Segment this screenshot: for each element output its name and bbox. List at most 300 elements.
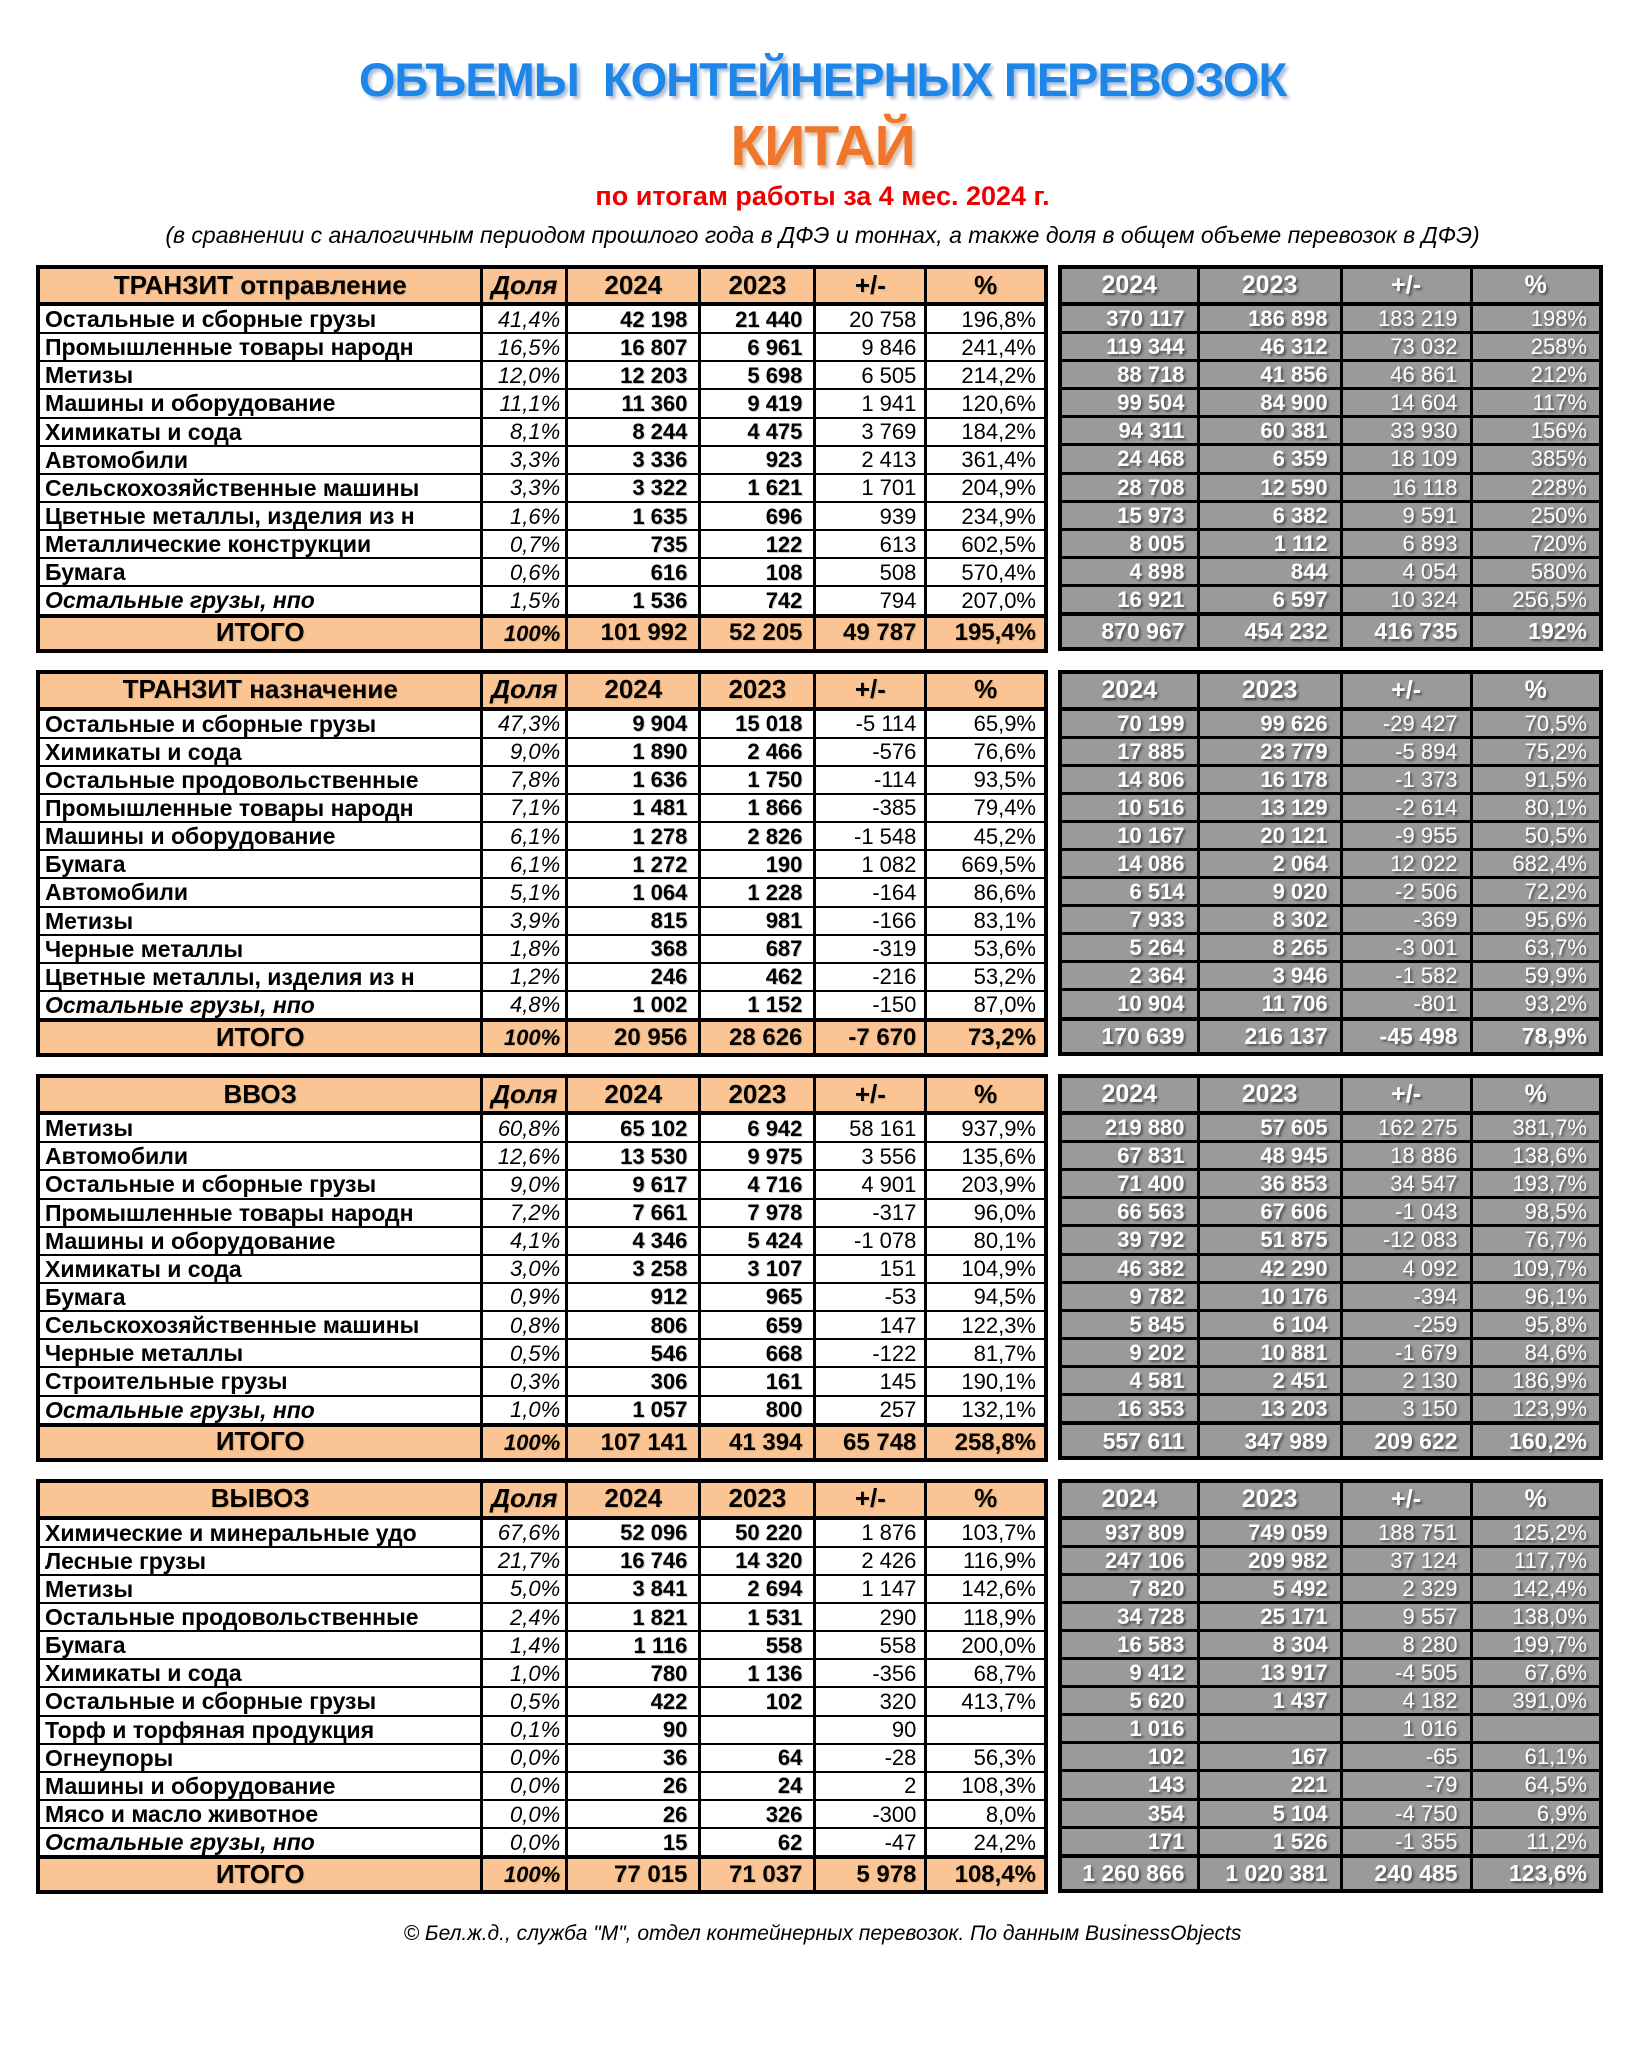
tons-value-cell: 16 118 xyxy=(1341,473,1471,501)
cargo-name-cell: Остальные и сборные грузы xyxy=(38,1687,482,1715)
dfe-value-cell: 306 xyxy=(567,1367,700,1395)
dfe-value-cell: -5 114 xyxy=(815,709,926,738)
table-row xyxy=(38,1659,1046,1687)
tons-value-cell: 70,5% xyxy=(1471,709,1601,738)
dfe-value-cell: 800 xyxy=(700,1396,815,1425)
tons-value-cell: 34 547 xyxy=(1341,1170,1471,1198)
tons-value-cell: 84,6% xyxy=(1471,1338,1601,1366)
dfe-value-cell: 102 xyxy=(700,1687,815,1715)
share-cell: 4,1% xyxy=(482,1227,567,1255)
tons-column-header: +/- xyxy=(1341,267,1471,304)
tons-table-transit-departure xyxy=(1058,265,1603,651)
dfe-value-cell: 570,4% xyxy=(926,558,1046,586)
dfe-value-cell: 939 xyxy=(815,502,926,530)
tons-value-cell: 57 605 xyxy=(1198,1113,1341,1142)
dfe-value-cell: 4 901 xyxy=(815,1170,926,1198)
table-row xyxy=(1060,850,1601,878)
table-row xyxy=(1060,1743,1601,1771)
table-row xyxy=(1060,304,1601,333)
dfe-value-cell: -356 xyxy=(815,1659,926,1687)
dfe-value-cell: 1 481 xyxy=(567,794,700,822)
dfe-total-cell: 101 992 xyxy=(567,616,700,651)
table-row xyxy=(38,1547,1046,1575)
tons-total-cell: 123,6% xyxy=(1471,1856,1601,1891)
dfe-value-cell: 1 636 xyxy=(567,766,700,794)
tons-value-cell: 13 129 xyxy=(1198,793,1341,821)
tons-value-cell: 212% xyxy=(1471,361,1601,389)
cargo-name-cell: Мясо и масло животное xyxy=(38,1800,482,1828)
dfe-value-cell: 616 xyxy=(567,558,700,586)
tons-header-row xyxy=(1060,672,1601,709)
dfe-value-cell: 368 xyxy=(567,935,700,963)
table-row xyxy=(38,766,1046,794)
dfe-value-cell: 5 424 xyxy=(700,1227,815,1255)
table-row xyxy=(1060,361,1601,389)
tons-value-cell: 198% xyxy=(1471,304,1601,333)
tons-total-cell: 170 639 xyxy=(1060,1019,1198,1054)
total-row xyxy=(1060,1019,1601,1054)
dfe-value-cell: -164 xyxy=(815,878,926,906)
tons-value-cell: 250% xyxy=(1471,501,1601,529)
dfe-value-cell: 1 536 xyxy=(567,586,700,615)
total-row xyxy=(1060,614,1601,649)
tons-value-cell: 16 921 xyxy=(1060,585,1198,614)
tons-value-cell: 6 597 xyxy=(1198,585,1341,614)
dfe-value-cell: 965 xyxy=(700,1283,815,1311)
tons-value-cell: 34 728 xyxy=(1060,1602,1198,1630)
dfe-value-cell: 5 698 xyxy=(700,361,815,389)
table-row xyxy=(38,502,1046,530)
share-cell: 1,8% xyxy=(482,935,567,963)
dfe-value-cell: 2 826 xyxy=(700,822,815,850)
total-label-cell: ИТОГО xyxy=(38,1425,482,1460)
dfe-value-cell: 24 xyxy=(700,1772,815,1800)
share-cell: 7,8% xyxy=(482,766,567,794)
share-cell: 1,0% xyxy=(482,1396,567,1425)
dfe-total-cell: 41 394 xyxy=(700,1425,815,1460)
share-cell: 0,0% xyxy=(482,1744,567,1772)
tons-value-cell: 73 032 xyxy=(1341,333,1471,361)
table-row xyxy=(38,1199,1046,1227)
table-row xyxy=(38,1772,1046,1800)
table-row xyxy=(1060,445,1601,473)
dfe-value-cell: 462 xyxy=(700,963,815,991)
tons-value-cell: 6 359 xyxy=(1198,445,1341,473)
dfe-value-cell: 546 xyxy=(567,1339,700,1367)
dfe-column-header-: % xyxy=(926,1481,1046,1518)
cargo-name-cell: Бумага xyxy=(38,850,482,878)
cargo-name-cell: Бумага xyxy=(38,558,482,586)
tons-value-cell: 99 626 xyxy=(1198,709,1341,738)
share-cell: 0,8% xyxy=(482,1311,567,1339)
dfe-value-cell: 142,6% xyxy=(926,1575,1046,1603)
tons-value-cell: -2 614 xyxy=(1341,793,1471,821)
tons-value-cell: 39 792 xyxy=(1060,1226,1198,1254)
tons-value-cell: 15 973 xyxy=(1060,501,1198,529)
tons-value-cell: 16 583 xyxy=(1060,1631,1198,1659)
tons-value-cell: 18 886 xyxy=(1341,1142,1471,1170)
dfe-value-cell: 94,5% xyxy=(926,1283,1046,1311)
tons-value-cell: 50,5% xyxy=(1471,821,1601,849)
tons-header-row xyxy=(1060,1076,1601,1113)
tons-value-cell: 8 302 xyxy=(1198,906,1341,934)
dfe-value-cell: 26 xyxy=(567,1800,700,1828)
dfe-value-cell: 290 xyxy=(815,1603,926,1631)
tons-value-cell: -79 xyxy=(1341,1771,1471,1799)
cargo-name-cell: Остальные грузы, нпо xyxy=(38,991,482,1020)
tons-table-import xyxy=(1058,1074,1603,1460)
share-cell: 9,0% xyxy=(482,738,567,766)
share-cell: 7,2% xyxy=(482,1199,567,1227)
total-share-cell: 100% xyxy=(482,1425,567,1460)
dfe-value-cell: 806 xyxy=(567,1311,700,1339)
tons-value-cell: 11 706 xyxy=(1198,990,1341,1019)
tons-value-cell: 60 381 xyxy=(1198,417,1341,445)
dfe-value-cell: 200,0% xyxy=(926,1631,1046,1659)
cargo-name-cell: Бумага xyxy=(38,1631,482,1659)
tons-total-cell: 1 020 381 xyxy=(1198,1856,1341,1891)
dfe-value-cell: 15 xyxy=(567,1828,700,1857)
table-row xyxy=(1060,1226,1601,1254)
tons-value-cell: 2 064 xyxy=(1198,850,1341,878)
table-row xyxy=(38,850,1046,878)
dfe-value-cell: 3 336 xyxy=(567,446,700,474)
tons-value-cell: 6 104 xyxy=(1198,1310,1341,1338)
table-title: ВВОЗ xyxy=(38,1076,482,1113)
dfe-value-cell: 6 942 xyxy=(700,1113,815,1142)
cargo-name-cell: Остальные и сборные грузы xyxy=(38,304,482,333)
tons-value-cell: 682,4% xyxy=(1471,850,1601,878)
tons-value-cell: 9 782 xyxy=(1060,1282,1198,1310)
dfe-value-cell: 93,5% xyxy=(926,766,1046,794)
tons-value-cell: 1 112 xyxy=(1198,529,1341,557)
tons-value-cell: 1 526 xyxy=(1198,1827,1341,1856)
share-cell: 0,0% xyxy=(482,1772,567,1800)
dfe-value-cell: -1 078 xyxy=(815,1227,926,1255)
cargo-name-cell: Остальные продовольственные xyxy=(38,766,482,794)
tons-value-cell: 61,1% xyxy=(1471,1743,1601,1771)
dfe-value-cell: 794 xyxy=(815,586,926,615)
total-share-cell: 100% xyxy=(482,1020,567,1055)
share-cell: 3,3% xyxy=(482,474,567,502)
share-column-header: Доля xyxy=(482,267,567,304)
share-cell: 11,1% xyxy=(482,389,567,417)
cargo-name-cell: Химикаты и сода xyxy=(38,738,482,766)
tons-total-cell: 416 735 xyxy=(1341,614,1471,649)
dfe-value-cell: 6 505 xyxy=(815,361,926,389)
tons-value-cell: 123,9% xyxy=(1471,1395,1601,1424)
dfe-value-cell: -53 xyxy=(815,1283,926,1311)
period-subtitle: по итогам работы за 4 мес. 2024 г. xyxy=(595,181,1050,211)
dfe-value-cell: -317 xyxy=(815,1199,926,1227)
dfe-table-export xyxy=(36,1479,1048,1895)
tons-value-cell: 8 005 xyxy=(1060,529,1198,557)
dfe-value-cell: 9 617 xyxy=(567,1170,700,1198)
cargo-name-cell: Метизы xyxy=(38,907,482,935)
dfe-value-cell: 151 xyxy=(815,1255,926,1283)
dfe-column-header-2023: 2023 xyxy=(700,672,815,709)
dfe-value-cell: 64 xyxy=(700,1744,815,1772)
table-row xyxy=(38,1631,1046,1659)
dfe-value-cell: 8 244 xyxy=(567,418,700,446)
tons-value-cell: 10 167 xyxy=(1060,821,1198,849)
cargo-name-cell: Метизы xyxy=(38,1113,482,1142)
dfe-value-cell: 659 xyxy=(700,1311,815,1339)
dfe-value-cell: 16 746 xyxy=(567,1547,700,1575)
tons-value-cell: 720% xyxy=(1471,529,1601,557)
tons-value-cell: 258% xyxy=(1471,333,1601,361)
dfe-value-cell: 42 198 xyxy=(567,304,700,333)
tons-total-cell: -45 498 xyxy=(1341,1019,1471,1054)
tons-value-cell: 3 946 xyxy=(1198,962,1341,990)
dfe-value-cell: 65,9% xyxy=(926,709,1046,738)
table-row xyxy=(38,1716,1046,1744)
tons-value-cell: 20 121 xyxy=(1198,821,1341,849)
total-row xyxy=(1060,1423,1601,1458)
dfe-value-cell: 257 xyxy=(815,1396,926,1425)
table-row xyxy=(38,935,1046,963)
share-cell: 0,6% xyxy=(482,558,567,586)
tons-column-header: % xyxy=(1471,267,1601,304)
tons-value-cell: 12 590 xyxy=(1198,473,1341,501)
tons-value-cell: 67 606 xyxy=(1198,1198,1341,1226)
dfe-value-cell: 161 xyxy=(700,1367,815,1395)
dfe-total-cell: 73,2% xyxy=(926,1020,1046,1055)
tons-column-header: 2024 xyxy=(1060,1481,1198,1518)
tons-column-header: 2023 xyxy=(1198,267,1341,304)
dfe-value-cell: 15 018 xyxy=(700,709,815,738)
dfe-value-cell: 36 xyxy=(567,1744,700,1772)
tons-value-cell: 6 514 xyxy=(1060,878,1198,906)
tons-value-cell: 33 930 xyxy=(1341,417,1471,445)
table-row xyxy=(1060,1518,1601,1547)
dfe-value-cell: 122 xyxy=(700,530,815,558)
tons-value-cell: 142,4% xyxy=(1471,1574,1601,1602)
dfe-value-cell: -28 xyxy=(815,1744,926,1772)
dfe-value-cell: 56,3% xyxy=(926,1744,1046,1772)
table-group-import xyxy=(36,1074,1609,1462)
tons-value-cell: 80,1% xyxy=(1471,793,1601,821)
report-header xyxy=(36,52,1609,249)
share-cell: 0,1% xyxy=(482,1716,567,1744)
dfe-value-cell: 1 941 xyxy=(815,389,926,417)
table-group-transit-destination xyxy=(36,670,1609,1058)
dfe-value-cell: -319 xyxy=(815,935,926,963)
total-row xyxy=(1060,1856,1601,1891)
dfe-value-cell: 13 530 xyxy=(567,1142,700,1170)
table-row xyxy=(1060,1254,1601,1282)
dfe-value-cell: 52 096 xyxy=(567,1518,700,1547)
share-cell: 2,4% xyxy=(482,1603,567,1631)
tons-value-cell: 385% xyxy=(1471,445,1601,473)
table-row xyxy=(1060,473,1601,501)
dfe-value-cell: 50 220 xyxy=(700,1518,815,1547)
dfe-total-cell: 20 956 xyxy=(567,1020,700,1055)
tons-value-cell: 580% xyxy=(1471,557,1601,585)
tons-column-header: % xyxy=(1471,672,1601,709)
dfe-value-cell: -166 xyxy=(815,907,926,935)
table-row xyxy=(38,446,1046,474)
tons-column-header: +/- xyxy=(1341,1076,1471,1113)
tons-value-cell: 72,2% xyxy=(1471,878,1601,906)
tons-value-cell: 143 xyxy=(1060,1771,1198,1799)
dfe-value-cell: 203,9% xyxy=(926,1170,1046,1198)
tons-value-cell: 9 412 xyxy=(1060,1659,1198,1687)
dfe-value-cell: 558 xyxy=(700,1631,815,1659)
tons-value-cell: 381,7% xyxy=(1471,1113,1601,1142)
tons-value-cell: 41 856 xyxy=(1198,361,1341,389)
dfe-table-transit-departure xyxy=(36,265,1048,653)
table-row xyxy=(1060,1771,1601,1799)
dfe-value-cell: 1 057 xyxy=(567,1396,700,1425)
dfe-value-cell: 132,1% xyxy=(926,1396,1046,1425)
dfe-value-cell: 4 475 xyxy=(700,418,815,446)
table-row xyxy=(38,1575,1046,1603)
tons-value-cell: 4 581 xyxy=(1060,1366,1198,1394)
table-row xyxy=(1060,1546,1601,1574)
tons-value-cell: 186,9% xyxy=(1471,1366,1601,1394)
cargo-name-cell: Химикаты и сода xyxy=(38,418,482,446)
tons-value-cell: 51 875 xyxy=(1198,1226,1341,1254)
dfe-value-cell: 53,2% xyxy=(926,963,1046,991)
dfe-value-cell: 9 846 xyxy=(815,333,926,361)
tons-value-cell: 16 178 xyxy=(1198,765,1341,793)
table-row xyxy=(1060,1715,1601,1743)
dfe-value-cell: 62 xyxy=(700,1828,815,1857)
table-row xyxy=(38,1828,1046,1857)
dfe-value-cell xyxy=(926,1716,1046,1744)
table-row xyxy=(38,389,1046,417)
table-row xyxy=(38,1339,1046,1367)
table-row xyxy=(1060,1574,1601,1602)
dfe-value-cell: 14 320 xyxy=(700,1547,815,1575)
dfe-value-cell: 1 116 xyxy=(567,1631,700,1659)
tons-value-cell: -3 001 xyxy=(1341,934,1471,962)
share-cell: 1,5% xyxy=(482,586,567,615)
share-column-header: Доля xyxy=(482,1481,567,1518)
dfe-column-header-2024: 2024 xyxy=(567,267,700,304)
dfe-value-cell: 204,9% xyxy=(926,474,1046,502)
dfe-value-cell: -47 xyxy=(815,1828,926,1857)
share-cell: 5,1% xyxy=(482,878,567,906)
tons-value-cell: 23 779 xyxy=(1198,737,1341,765)
dfe-total-cell: 49 787 xyxy=(815,616,926,651)
dfe-header-row xyxy=(38,672,1046,709)
dfe-value-cell: 24,2% xyxy=(926,1828,1046,1857)
tons-value-cell: 193,7% xyxy=(1471,1170,1601,1198)
tons-value-cell: 36 853 xyxy=(1198,1170,1341,1198)
tons-value-cell: 3 150 xyxy=(1341,1395,1471,1424)
cargo-name-cell: Остальные грузы, нпо xyxy=(38,586,482,615)
tons-value-cell: 109,7% xyxy=(1471,1254,1601,1282)
dfe-value-cell: 1 272 xyxy=(567,850,700,878)
dfe-value-cell: 912 xyxy=(567,1283,700,1311)
dfe-value-cell: 3 258 xyxy=(567,1255,700,1283)
dfe-value-cell: 613 xyxy=(815,530,926,558)
tons-value-cell: 9 557 xyxy=(1341,1602,1471,1630)
tons-value-cell: -1 043 xyxy=(1341,1198,1471,1226)
tons-column-header: 2023 xyxy=(1198,1076,1341,1113)
tons-value-cell: 5 104 xyxy=(1198,1799,1341,1827)
table-row xyxy=(38,1367,1046,1395)
dfe-column-header-: % xyxy=(926,267,1046,304)
table-row xyxy=(38,794,1046,822)
cargo-name-cell: Метизы xyxy=(38,1575,482,1603)
dfe-total-cell: 71 037 xyxy=(700,1857,815,1892)
total-label-cell: ИТОГО xyxy=(38,616,482,651)
table-row xyxy=(1060,333,1601,361)
table-row xyxy=(38,474,1046,502)
table-row xyxy=(38,1113,1046,1142)
dfe-value-cell: 20 758 xyxy=(815,304,926,333)
cargo-name-cell: Химикаты и сода xyxy=(38,1255,482,1283)
cargo-name-cell: Сельскохозяйственные машины xyxy=(38,1311,482,1339)
dfe-column-header-2023: 2023 xyxy=(700,1076,815,1113)
tons-value-cell: 1 437 xyxy=(1198,1687,1341,1715)
dfe-value-cell: 1 635 xyxy=(567,502,700,530)
dfe-value-cell: 1 136 xyxy=(700,1659,815,1687)
cargo-name-cell: Лесные грузы xyxy=(38,1547,482,1575)
tons-value-cell: 93,2% xyxy=(1471,990,1601,1019)
dfe-value-cell: 981 xyxy=(700,907,815,935)
dfe-value-cell: 1 866 xyxy=(700,794,815,822)
table-row xyxy=(1060,1338,1601,1366)
tons-table-transit-destination xyxy=(1058,670,1603,1056)
dfe-total-cell: 195,4% xyxy=(926,616,1046,651)
cargo-name-cell: Торф и торфяная продукция xyxy=(38,1716,482,1744)
share-cell: 0,5% xyxy=(482,1687,567,1715)
dfe-value-cell: 7 661 xyxy=(567,1199,700,1227)
comparison-note: (в сравнении с аналогичным периодом прошлого года в ДФЭ и тоннах, а также доля в общем объеме перевозок в ДФЭ) xyxy=(165,222,1480,248)
tons-value-cell: 7 820 xyxy=(1060,1574,1198,1602)
share-cell: 0,7% xyxy=(482,530,567,558)
dfe-value-cell: 108 xyxy=(700,558,815,586)
dfe-value-cell: -576 xyxy=(815,738,926,766)
dfe-total-cell: 65 748 xyxy=(815,1425,926,1460)
tons-total-cell: 192% xyxy=(1471,614,1601,649)
total-row xyxy=(38,1857,1046,1892)
table-group-export xyxy=(36,1479,1609,1895)
share-cell: 8,1% xyxy=(482,418,567,446)
tons-value-cell: 95,6% xyxy=(1471,906,1601,934)
dfe-value-cell: 26 xyxy=(567,1772,700,1800)
cargo-name-cell: Промышленные товары народн xyxy=(38,1199,482,1227)
tons-column-header: 2023 xyxy=(1198,1481,1341,1518)
tons-value-cell: -1 373 xyxy=(1341,765,1471,793)
dfe-column-header-: % xyxy=(926,1076,1046,1113)
tons-value-cell: 370 117 xyxy=(1060,304,1198,333)
dfe-column-header-: +/- xyxy=(815,1481,926,1518)
tons-value-cell: 1 016 xyxy=(1060,1715,1198,1743)
cargo-name-cell: Остальные и сборные грузы xyxy=(38,1170,482,1198)
dfe-value-cell: -216 xyxy=(815,963,926,991)
table-row xyxy=(38,558,1046,586)
table-row xyxy=(38,963,1046,991)
dfe-value-cell: 2 413 xyxy=(815,446,926,474)
table-row xyxy=(38,333,1046,361)
tons-value-cell: 5 264 xyxy=(1060,934,1198,962)
dfe-total-cell: 258,8% xyxy=(926,1425,1046,1460)
dfe-value-cell: 68,7% xyxy=(926,1659,1046,1687)
tons-value-cell: 91,5% xyxy=(1471,765,1601,793)
table-row xyxy=(38,1170,1046,1198)
tons-value-cell: 162 275 xyxy=(1341,1113,1471,1142)
tons-value-cell: 138,6% xyxy=(1471,1142,1601,1170)
share-cell: 67,6% xyxy=(482,1518,567,1547)
tons-value-cell: 171 xyxy=(1060,1827,1198,1856)
cargo-name-cell: Строительные грузы xyxy=(38,1367,482,1395)
cargo-name-cell: Промышленные товары народн xyxy=(38,794,482,822)
